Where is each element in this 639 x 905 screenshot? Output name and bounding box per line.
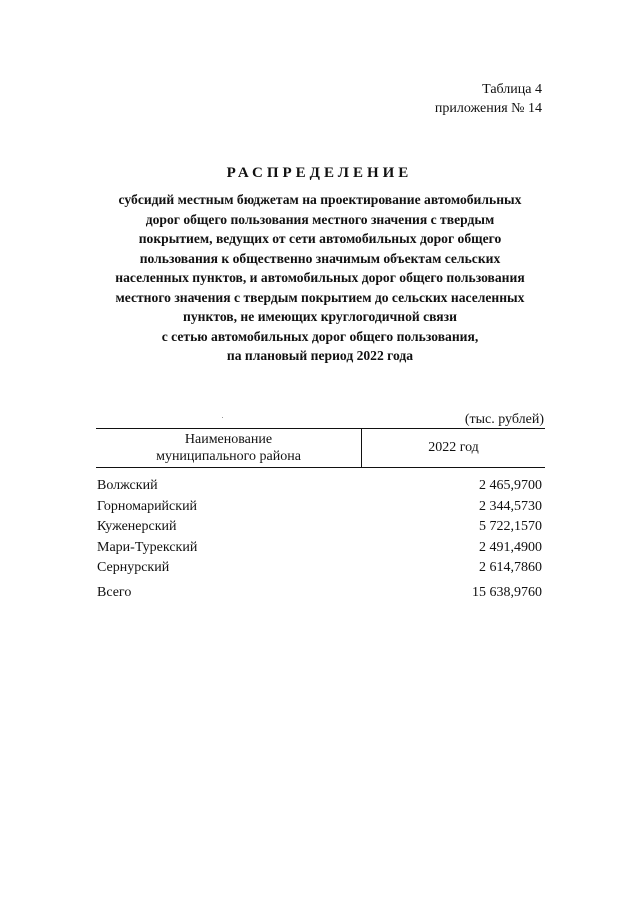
table-number: Таблица 4 bbox=[482, 82, 542, 97]
subtitle-line: па плановый период 2022 года bbox=[226, 348, 414, 363]
subtitle-line: населенных пунктов, и автомобильных дорог общего пользования bbox=[115, 270, 525, 285]
total-label: Всего bbox=[97, 584, 132, 600]
subtitle-line: покрытием, ведущих от сети автомобильных дорог общего bbox=[138, 231, 502, 246]
distribution-table bbox=[96, 428, 545, 603]
document-subtitle bbox=[80, 190, 560, 366]
district-name: Сернурский bbox=[97, 560, 170, 575]
subtitle-line: пользования к общественно значимым объектам сельских bbox=[139, 250, 501, 266]
subtitle-line: субсидий местным бюджетам на проектирование автомобильных bbox=[118, 192, 522, 207]
column-header-district-line2: муниципального района bbox=[156, 449, 301, 464]
table-body bbox=[96, 468, 545, 603]
subsidy-value: 2 491,4900 bbox=[479, 539, 542, 555]
subsidy-value: 2 465,9700 bbox=[479, 478, 542, 493]
table-row bbox=[96, 558, 545, 579]
subtitle-line: с сетью автомобильных дорог общего пользования, bbox=[161, 328, 479, 344]
table-row bbox=[96, 476, 545, 497]
total-row bbox=[96, 583, 545, 604]
column-header-district-line1: Наименование bbox=[184, 432, 273, 447]
table-header bbox=[96, 428, 545, 468]
district-name: Волжский bbox=[97, 478, 158, 493]
district-name: Мари-Турекский bbox=[97, 539, 198, 555]
column-header-year: 2022 год bbox=[428, 440, 479, 455]
subtitle-line: дорог общего пользования местного значения с твердым bbox=[145, 211, 495, 227]
total-value: 15 638,9760 bbox=[472, 584, 542, 600]
table-row bbox=[96, 517, 545, 538]
district-name: Куженерский bbox=[97, 519, 177, 534]
scan-speck bbox=[222, 417, 223, 418]
table-row bbox=[96, 538, 545, 559]
column-header-district bbox=[96, 429, 362, 467]
subsidy-value: 2 344,5730 bbox=[479, 498, 542, 514]
subsidy-value: 5 722,1570 bbox=[479, 519, 542, 534]
subtitle-line: пунктов, не имеющих круглогодичной связи bbox=[183, 309, 457, 324]
appendix-number: приложения № 14 bbox=[434, 101, 542, 116]
district-name: Горномарийский bbox=[97, 498, 198, 514]
table-row bbox=[96, 497, 545, 518]
table-reference bbox=[435, 80, 542, 118]
document-heading: РАСПРЕДЕЛЕНИЕ bbox=[226, 165, 413, 181]
subtitle-line: местного значения с твердым покрытием до сельских населенных bbox=[115, 289, 525, 305]
units-label: (тыс. рублей) bbox=[464, 412, 544, 427]
subsidy-value: 2 614,7860 bbox=[479, 560, 542, 575]
